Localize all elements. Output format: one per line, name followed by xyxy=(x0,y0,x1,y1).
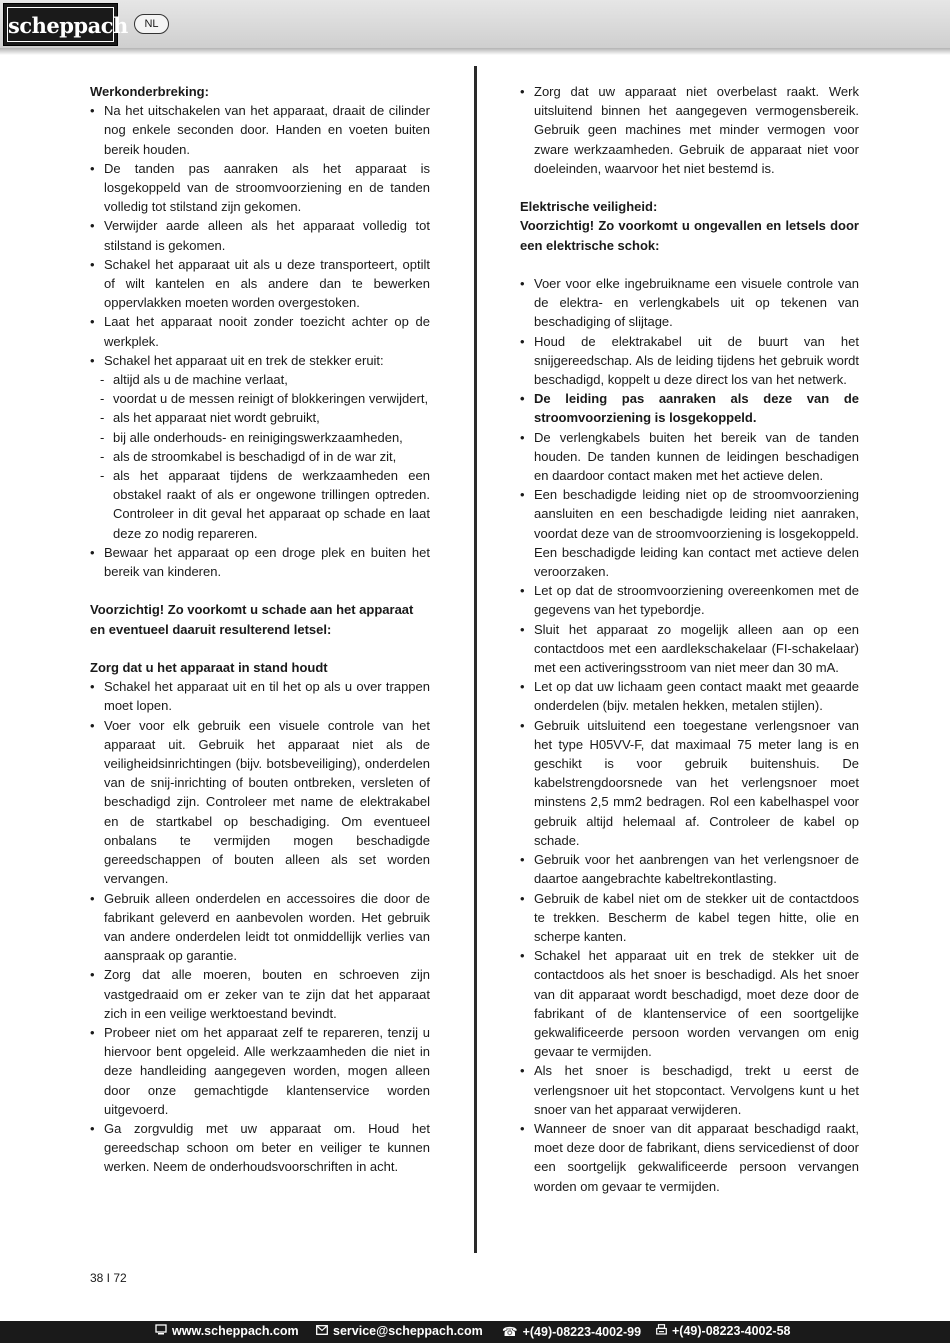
list-item: • Voer voor elk gebruik een visuele controle van het apparaat uit. Gebruik het apparaat niet als de veiligheidsinrichtingen (bijv. botsbeveiliging), onderdelen van de snij-inrichting of bouten ontbreken, versleten of beschadigd zijn. Controleer met name de elektrakabel en de startkabel op beschadiging. Om eventueel onbalans te vermijden mogen beschadigde gereedschappen of bouten alleen als set worden vervangen. xyxy=(90,716,430,889)
sub-list-item: - als het apparaat tijdens de werkzaamheden een obstakel raakt of als er ongewone trillingen optreden. Controleer in dit geval het apparaat op schade en laat deze zo nodig repareren. xyxy=(90,466,430,543)
column-divider xyxy=(474,66,477,1253)
list-item: • Schakel het apparaat uit als u deze transporteert, optilt of wilt kantelen en als andere dan te bewerken oppervlakken moeten worden overgestoken. xyxy=(90,255,430,313)
unplug-sublist xyxy=(90,370,430,543)
list-item: • Laat het apparaat nooit zonder toezicht achter op de werkplek. xyxy=(90,312,430,350)
header-shadow xyxy=(0,49,950,55)
header-bar xyxy=(0,0,950,49)
footer-website-text: www.scheppach.com xyxy=(172,1324,299,1338)
footer-bar xyxy=(0,1321,950,1343)
list-item: • Na het uitschakelen van het apparaat, draait de cilinder nog enkele seconden door. Handen en voeten buiten bereik houden. xyxy=(90,101,430,159)
werkonderbreking-heading: Werkonderbreking: xyxy=(90,84,209,99)
list-item: • Voer voor elke ingebruikname een visuele controle van de elektra- en verlengkabels uit op tekenen van beschadiging of slijtage. xyxy=(520,274,859,332)
list-item: • Probeer niet om het apparaat zelf te repareren, tenzij u hiervoor bent opgeleid. Alle werkzaamheden die niet in deze handleiding aangegeven worden, mogen alleen door onze gemachtigde klantenservice worden uitgevoerd. xyxy=(90,1023,430,1119)
list-item: • Als het snoer is beschadigd, trekt u eerst de verlengsnoer uit het stopcontact. Vervolgens kunt u het snoer van het apparaat verwijderen. xyxy=(520,1061,859,1119)
storage-list xyxy=(90,543,430,581)
list-item: • Houd de elektrakabel uit de buurt van het snijgereedschap. Als de leiding tijdens het gebruik wordt beschadigd, koppelt u deze direct los van het netwerk. xyxy=(520,332,859,390)
list-item: • Gebruik alleen onderdelen en accessoires die door de fabrikant geleverd en aanbevolen worden. Het gebruik van andere onderdelen leidt tot onmiddellijk verlies van aanspraak op garantie. xyxy=(90,889,430,966)
sub-list-item: - voordat u de messen reinigt of blokkeringen verwijdert, xyxy=(90,389,430,408)
overload-list xyxy=(520,82,859,178)
werkonderbreking-list xyxy=(90,101,430,370)
left-column xyxy=(90,82,430,1177)
list-item: • Let op dat de stroomvoorziening overeenkomen met de gegevens van het typebordje. xyxy=(520,581,859,619)
stand-heading: Zorg dat u het apparaat in stand houdt xyxy=(90,660,328,676)
footer-fax-text: +(49)-08223-4002-58 xyxy=(672,1324,791,1338)
scheppach-logo xyxy=(3,3,128,46)
list-item: • De tanden pas aanraken als het apparaat is losgekoppeld van de stroomvoorziening en de tanden volledig tot stilstand zijn gekomen. xyxy=(90,159,430,217)
list-item: • Schakel het apparaat uit en trek de stekker uit de contactdoos als het snoer is beschadigd. Als het snoer van dit apparaat wordt beschadigd, moet deze door de fabrikant of de klantenservice of een soortgelijke gekwalificeerde persoon worden vervangen om enig gevaar te vermijden. xyxy=(520,946,859,1061)
list-item: • Sluit het apparaat zo mogelijk alleen aan op een contactdoos met een aardlekschakelaar (FI-schakelaar) met een activeringsstroom van niet meer dan 30 mA. xyxy=(520,620,859,678)
list-item: • Schakel het apparaat uit en til het op als u over trappen moet lopen. xyxy=(90,677,430,715)
stand-list xyxy=(90,677,430,1176)
phone-icon: ☎ xyxy=(502,1325,518,1339)
list-item: • De leiding pas aanraken als deze van de stroomvoorziening is losgekoppeld. xyxy=(520,389,859,427)
list-item: • Ga zorgvuldig met uw apparaat om. Houd het gereedschap schoon om beter en veiliger te kunnen werken. Neem de onderhoudsvoorschriften in acht. xyxy=(90,1119,430,1177)
list-item: • Gebruik de kabel niet om de stekker uit de contactdoos te trekken. Bescherm de kabel tegen hitte, olie en scherpe kanten. xyxy=(520,889,859,947)
list-item: • Wanneer de snoer van dit apparaat beschadigd raakt, moet deze door de fabrikant, diens servicedienst of door een soortgelijk gekwalificeerde persoon vervangen worden om gevaar te vermijden. xyxy=(520,1119,859,1196)
footer-phone xyxy=(502,1324,641,1339)
list-item: • Bewaar het apparaat op een droge plek en buiten het bereik van kinderen. xyxy=(90,543,430,581)
footer-website[interactable] xyxy=(155,1324,299,1338)
list-item: • Een beschadigde leiding niet op de stroomvoorziening aansluiten en een beschadigde leiding niet aanraken, voordat deze van de stroomvoorziening is losgekoppeld. Een beschadigde leiding kan contact met actieve delen veroorzaken. xyxy=(520,485,859,581)
sub-list-item: - als het apparaat niet wordt gebruikt, xyxy=(90,408,430,427)
electrical-list xyxy=(520,274,859,1196)
computer-icon xyxy=(155,1324,167,1338)
footer-fax xyxy=(656,1324,791,1338)
sub-list-item: - altijd als u de machine verlaat, xyxy=(90,370,430,389)
electrical-caution: Voorzichtig! Zo voorkomt u ongevallen en letsels door een elektrische schok: xyxy=(520,218,859,253)
footer-email[interactable] xyxy=(316,1324,483,1338)
caution-heading: Voorzichtig! Zo voorkomt u schade aan het apparaat en eventueel daaruit resulterend letsel: xyxy=(90,602,414,637)
list-item: • Gebruik voor het aanbrengen van het verlengsnoer de daartoe aangebrachte kabeltrekontlasting. xyxy=(520,850,859,888)
list-item: • Let op dat uw lichaam geen contact maakt met geaarde onderdelen (bijv. metalen hekken, metalen stijlen). xyxy=(520,677,859,715)
list-item: • Gebruik uitsluitend een toegestane verlengsnoer van het type H05VV-F, dat maximaal 75 meter lang is en geschikt is voor gebruik buitenshuis. De kabelstrengdoorsnede van het verlengsnoer moet minstens 2,5 mm2 bedragen. Rol een kabelhaspel voor gebruik altijd helemaal af. Controleer de kabel op schade. xyxy=(520,716,859,850)
sub-list-item: - als de stroomkabel is beschadigd of in de war zit, xyxy=(90,447,430,466)
list-item: • Verwijder aarde alleen als het apparaat volledig tot stilstand is gekomen. xyxy=(90,216,430,254)
language-badge: NL xyxy=(134,14,169,34)
footer-phone-text: +(49)-08223-4002-99 xyxy=(522,1325,642,1339)
electrical-heading: Elektrische veiligheid: xyxy=(520,199,658,215)
footer-email-text: service@scheppach.com xyxy=(333,1324,483,1338)
list-item: • Schakel het apparaat uit en trek de stekker eruit: xyxy=(90,351,430,370)
envelope-icon xyxy=(316,1324,328,1338)
fax-icon xyxy=(656,1324,667,1338)
list-item: • Zorg dat uw apparaat niet overbelast raakt. Werk uitsluitend binnen het aangegeven vermogensbereik. Gebruik geen machines met minder vermogen voor zware werkzaamheden. Gebruik de apparaat niet voor doeleinden, waarvoor het niet bestemd is. xyxy=(520,82,859,178)
logo-text: scheppach xyxy=(7,7,114,42)
list-item: • Zorg dat alle moeren, bouten en schroeven zijn vastgedraaid om er zeker van te zijn dat het apparaat zich in een veilige werktoestand bevindt. xyxy=(90,965,430,1023)
page-number: 38 I 72 xyxy=(90,1271,127,1285)
list-item: • De verlengkabels buiten het bereik van de tanden houden. De tanden kunnen de leidingen beschadigen en daardoor contact maken met het actieve delen. xyxy=(520,428,859,486)
right-column xyxy=(520,82,859,1196)
sub-list-item: - bij alle onderhouds- en reinigingswerkzaamheden, xyxy=(90,428,430,447)
